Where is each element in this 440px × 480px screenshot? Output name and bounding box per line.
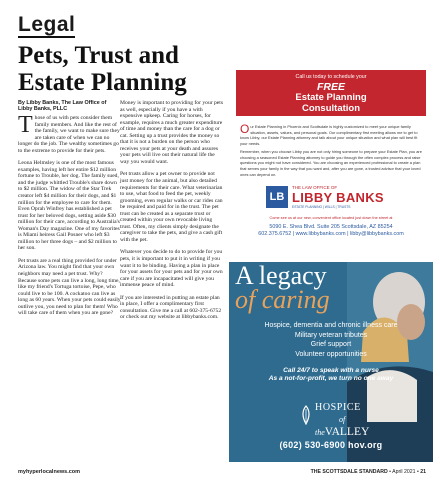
libby-banks-logo: LB THE LAW OFFICE OF LIBBY BANKS ESTATE PLANNING | WILLS | TRUSTS [266, 184, 396, 212]
hospice-ad[interactable] [229, 262, 433, 462]
service-item: Grief support [310, 341, 352, 348]
ad-call-text: Call us today to schedule your [295, 74, 367, 80]
headline-line-1: Pets, Trust and [18, 42, 179, 69]
byline [18, 100, 123, 113]
byline-line-2: Libby Banks, PLLC [18, 106, 68, 113]
service-item: Military veteran tributes [294, 331, 368, 339]
article-paragraph: Those of us with pets consider them family members. And like the rest of the family, we want to make sure they are taken care of when we can no longer do the job. The wealthy sometimes go to the extreme to provide for their pets. [18, 112, 120, 154]
ad-headline-2: of caring [235, 285, 330, 314]
ad-banner [236, 70, 426, 116]
article-column-1 [18, 112, 121, 323]
ad-free-text: FREE [316, 81, 345, 93]
article-paragraph: Money is important to providing for your pets as well, especially if you have a with expensive upkeep. Caring for horses, for example, requires a much greater expenditure of time and money than the care for a dog or cat. Setting up a trust provides the money so that it is not a burden on the person who receives your pets at your death and assures your pets will live out their natural life the way you would want. [120, 100, 224, 165]
drop-cap: T [18, 112, 33, 138]
article-column-2 [120, 100, 223, 327]
service-item: Volunteer opportunities [295, 350, 367, 358]
ad-headline-1: A legacy [235, 262, 327, 290]
service-item: Hospice, dementia and chronic illness care [264, 322, 398, 329]
hospice-leaf-icon [299, 405, 313, 425]
ad-drop-cap: O [240, 122, 250, 136]
contact-links[interactable]: 602.375.6752 | www.libbybanks.com | libby@libbybanks.com [258, 230, 404, 237]
page-number: 21 [420, 469, 426, 475]
office-note: Come see us at our new, convenient office located just down the street at [269, 216, 393, 220]
footer-publication: THE SCOTTSDALE STANDARD • April 2021 • 21 [310, 469, 426, 475]
footer-site-link[interactable]: myhyperlocalnews.com [18, 469, 81, 475]
ad-title: Estate Planning Consultation [295, 92, 367, 114]
estate-planning-ad[interactable] [236, 70, 426, 253]
ad-body: Our Estate Planning in Phoenix and Scottsdale is highly customized to meet your unique family situation, assets, values, and personal goals. Our complimentary first meeting allows me to get to know Libby, our Estate Planning attorney and talk about your unique situation and what plan will best fit your needs. Remember, when you choose Libby you are not only hiring someone to prepare your Estate Plan, you are choosing a seasoned Estate Planning attorney to guide you through the often complex process and raise questions you might not have considered. You are choosing an experienced professional to create a plan that serves your family in the way that you want and, after you are gone, a trusted advisor that your loved ones can depend on. [240, 122, 422, 177]
article-paragraph: Whatever you decide to do to provide for you pets, it is important to put it in writing if you want it to be binding. Having a plan in place for your assets for your pets and for your own care if you are incapacitated will give you immense peace of mind. [120, 249, 223, 289]
hospice-of-the-valley-logo: HOSPICE of theVALLEY [299, 402, 369, 430]
headline-line-2: Estate Planning [18, 69, 187, 96]
article-paragraph: Pet trusts allow a pet owner to provide not just money for the animal, but also detailed requirements for their care. What veterinarian to use, what food to feed the pet, weekly grooming, even regular walks or car rides can be required and paid for in the trust. The pet trust can be created as a separate trust or created within your own revocable living trust. Often, my clients simply designate the caregiver to take the pets, and give a cash gift with the pet. [120, 171, 223, 243]
byline-line-1: By Libby Banks, The Law Office of [18, 100, 107, 106]
call-text: Call 24/7 to speak with a nurse As a not-for-profit, we turn no one away [268, 367, 394, 383]
lb-monogram-icon: LB [266, 186, 288, 208]
hospice-phone-link[interactable]: (602) 530-6900 hov.org [279, 440, 383, 450]
services-list [229, 321, 433, 359]
section-label: Legal [18, 13, 76, 36]
article-headline [18, 42, 228, 96]
article-paragraph: Pet trusts are a real thing provided for under Arizona law. You might find that your own neighbors may need a pet trust. Why? Because some pets can live a long, long time, like my friend's Tortuga tortoise, Pepe, who could live to be 100. A cockatoo can live as long as 60 years. When your pets could easily outlive you, you need to plan for them! Who will take care of them when you are gone? [18, 257, 121, 317]
office-address: 5090 E. Shea Blvd. Suite 205 Scottsdale, AZ 85254 602.375.6752 | www.libbybanks.com | libby@libbybanks.com [258, 224, 404, 237]
article-paragraph: If you are interested in putting an estate plan in place, I offer a complimentary first consultation. Give me a call at 602-375-6752 or check out my website at libbybanks.com. [120, 294, 222, 321]
article-paragraph: Leona Helmsley is one of the most famous examples, having left her entire $12 million fortune to Trouble, her dog. The family sued, and the judge whittled Trouble's share down to $2 million. The widow of the Star Trek creator left $4 million for their dogs, and $1 million for the employee to care for them. Even Oprah Winfrey has established a pet trust for her beloved dogs, setting aside $30 million for their care, according to Australia's Woman's Day magazine. One of my favorites is Miami heiress Gail Posner who left $3 million to her three dogs – and $2 million to her son. [18, 160, 120, 252]
